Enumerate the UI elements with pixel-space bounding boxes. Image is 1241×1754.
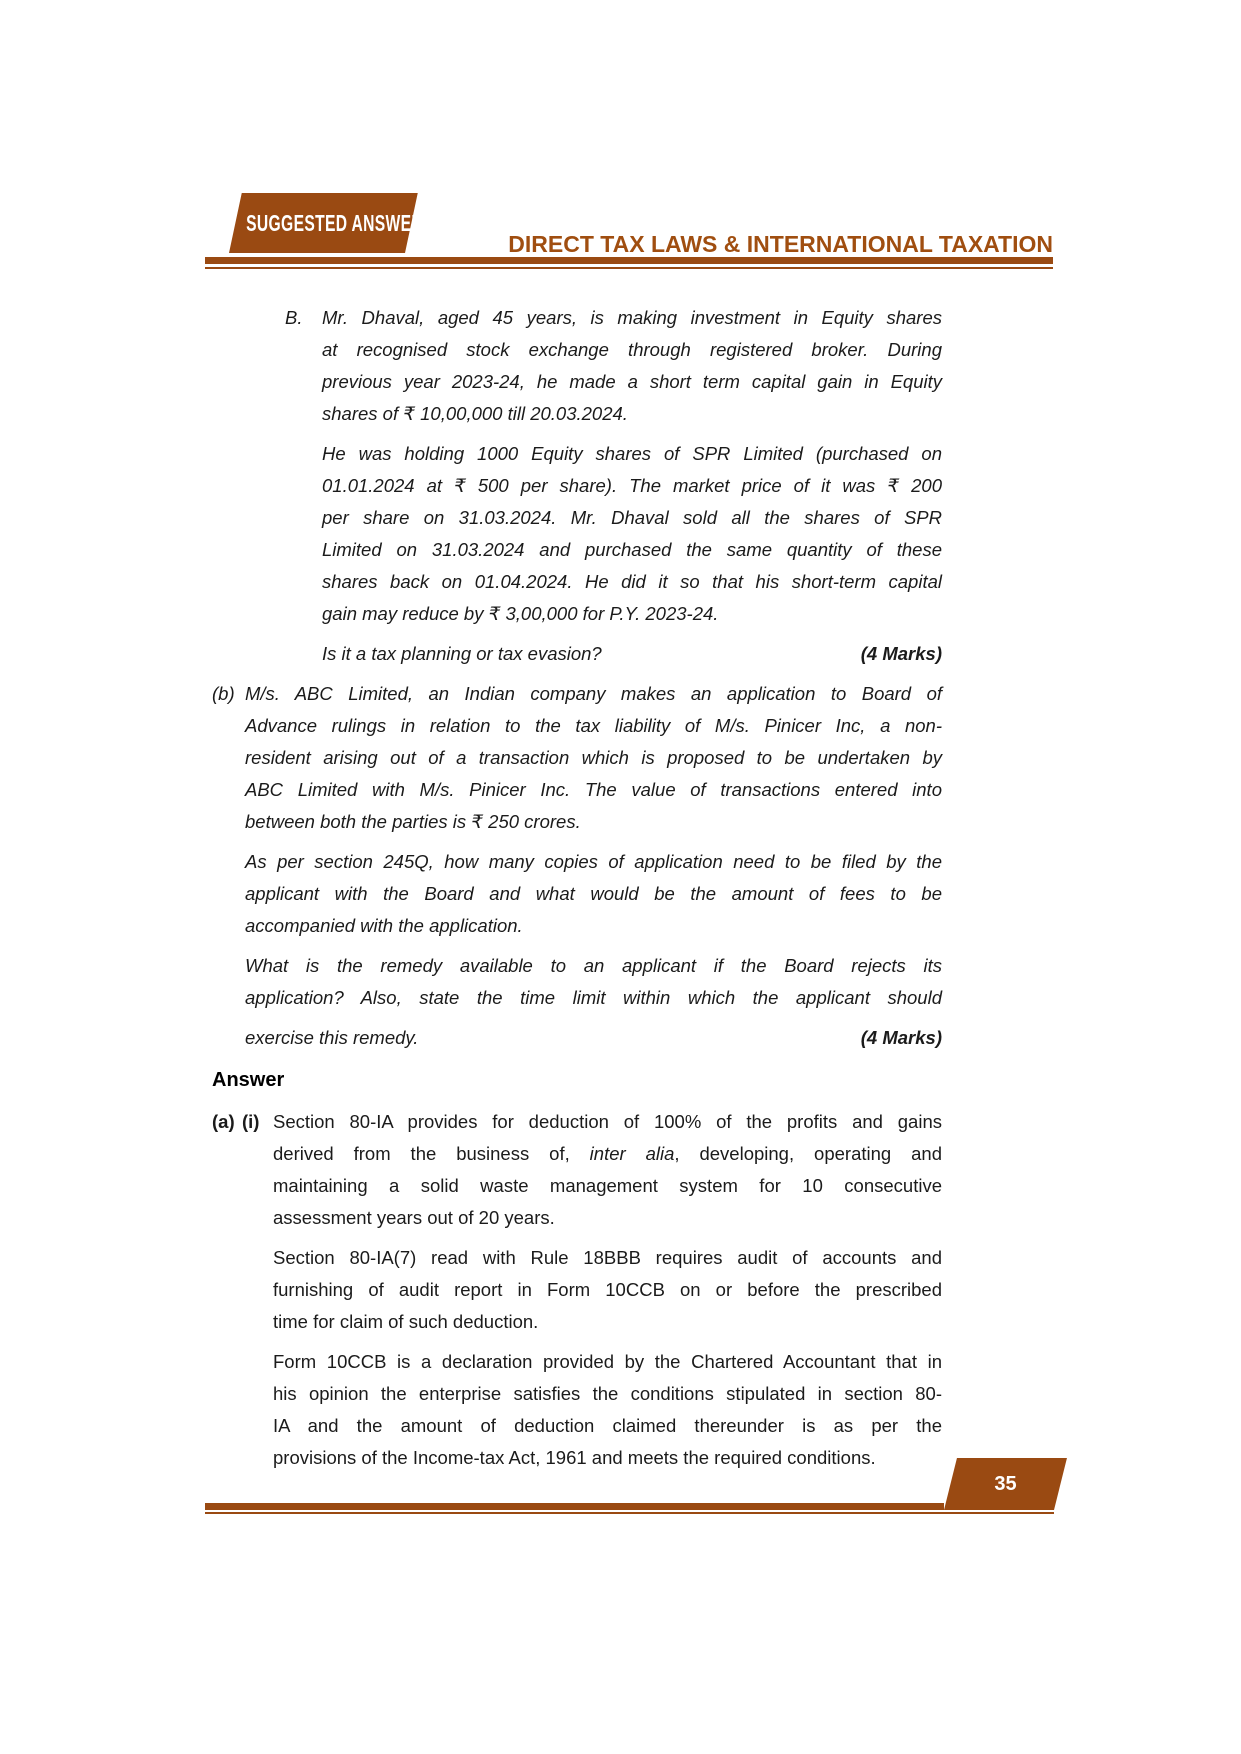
text-line: M/s. ABC Limited, an Indian company makes an application to Board of <box>245 683 942 704</box>
text-line: accompanied with the application. <box>245 915 523 936</box>
text-line: applicant with the Board and what would be the amount of fees to be <box>245 883 942 904</box>
text-line <box>273 1138 942 1170</box>
text-line: shares back on 01.04.2024. He did it so that his short-term capital <box>322 571 942 592</box>
question-B-closing-row <box>322 638 942 670</box>
paragraph <box>245 678 942 838</box>
page-number-badge <box>944 1458 1067 1510</box>
text-line: his opinion the enterprise satisfies the conditions stipulated in section 80- <box>273 1383 942 1404</box>
page-number: 35 <box>994 1472 1017 1495</box>
italic-phrase: inter alia <box>589 1143 675 1164</box>
text-line: As per section 245Q, how many copies of application need to be filed by the <box>245 851 942 872</box>
footer-rule-thick <box>205 1503 944 1510</box>
paragraph <box>273 1106 942 1234</box>
text-line: previous year 2023-24, he made a short term capital gain in Equity <box>322 371 942 392</box>
question-B-paragraphs <box>322 302 942 630</box>
answer-heading: Answer <box>212 1069 285 1091</box>
text-line: Advance rulings in relation to the tax liability of M/s. Pinicer Inc, a non- <box>245 715 942 736</box>
text-line: resident arising out of a transaction which is proposed to be undertaken by <box>245 747 942 768</box>
text-line: maintaining a solid waste management system for 10 consecutive <box>273 1175 942 1196</box>
header-rule-thin <box>205 267 1053 269</box>
text-line: time for claim of such deduction. <box>273 1311 539 1332</box>
question-b-closing-row <box>245 1022 942 1054</box>
question-label-b: (b) <box>212 683 235 704</box>
question-b-paragraphs <box>245 678 942 1014</box>
answer-part-a-i <box>212 1106 942 1474</box>
paragraph <box>322 302 942 430</box>
subject-title: DIRECT TAX LAWS & INTERNATIONAL TAXATION <box>508 231 1053 257</box>
text-line: Form 10CCB is a declaration provided by the Chartered Accountant that in <box>273 1351 942 1372</box>
text-line: provisions of the Income-tax Act, 1961 and meets the required conditions. <box>273 1447 876 1468</box>
question-part-b <box>212 678 942 1054</box>
question-part-B <box>285 302 942 670</box>
text-line: per share on 31.03.2024. Mr. Dhaval sold all the shares of SPR <box>322 507 942 528</box>
question-label-B: B. <box>285 307 303 328</box>
text-line: IA and the amount of deduction claimed thereunder is as per the <box>273 1415 942 1436</box>
marks-badge: (4 Marks) <box>860 643 942 664</box>
text-line: 01.01.2024 at ₹ 500 per share). The market price of it was ₹ 200 <box>322 475 942 496</box>
paragraph <box>245 950 942 1014</box>
banner-label: SUGGESTED ANSWER <box>246 209 424 236</box>
header-rule-thick <box>205 257 1053 264</box>
text-line: between both the parties is ₹ 250 crores. <box>245 811 581 832</box>
document-body <box>212 302 942 1482</box>
text-line: Section 80-IA provides for deduction of 100% of the profits and gains <box>273 1111 942 1132</box>
text-line: Mr. Dhaval, aged 45 years, is making investment in Equity shares <box>322 307 942 328</box>
text-line: He was holding 1000 Equity shares of SPR Limited (purchased on <box>322 443 942 464</box>
suggested-answer-banner <box>229 193 424 253</box>
marks-badge: (4 Marks) <box>860 1027 942 1048</box>
answer-label-a: (a) <box>212 1111 235 1132</box>
text-segment: derived from the business of, <box>273 1143 590 1164</box>
text-line: ABC Limited with M/s. Pinicer Inc. The value of transactions entered into <box>245 779 942 800</box>
footer-rule-thin <box>205 1512 1054 1514</box>
text-line: shares of ₹ 10,00,000 till 20.03.2024. <box>322 403 628 424</box>
answer-paragraphs <box>273 1106 942 1474</box>
text-line: Limited on 31.03.2024 and purchased the same quantity of these <box>322 539 942 560</box>
text-line: gain may reduce by ₹ 3,00,000 for P.Y. 2023-24. <box>322 603 719 624</box>
paragraph <box>273 1346 942 1474</box>
paragraph <box>322 438 942 630</box>
paragraph <box>245 846 942 942</box>
answer-label-i: (i) <box>242 1111 260 1132</box>
text-line: Section 80-IA(7) read with Rule 18BBB requires audit of accounts and <box>273 1247 942 1268</box>
text-line: at recognised stock exchange through registered broker. During <box>322 339 942 360</box>
text-line: application? Also, state the time limit within which the applicant should <box>245 987 942 1008</box>
text-segment: , developing, operating and <box>674 1143 942 1164</box>
closing-question-text: Is it a tax planning or tax evasion? <box>322 643 602 664</box>
text-line: furnishing of audit report in Form 10CCB on or before the prescribed <box>273 1279 942 1300</box>
paragraph <box>273 1242 942 1338</box>
text-line: assessment years out of 20 years. <box>273 1207 555 1228</box>
closing-line-text: exercise this remedy. <box>245 1027 419 1048</box>
text-line: What is the remedy available to an applicant if the Board rejects its <box>245 955 942 976</box>
